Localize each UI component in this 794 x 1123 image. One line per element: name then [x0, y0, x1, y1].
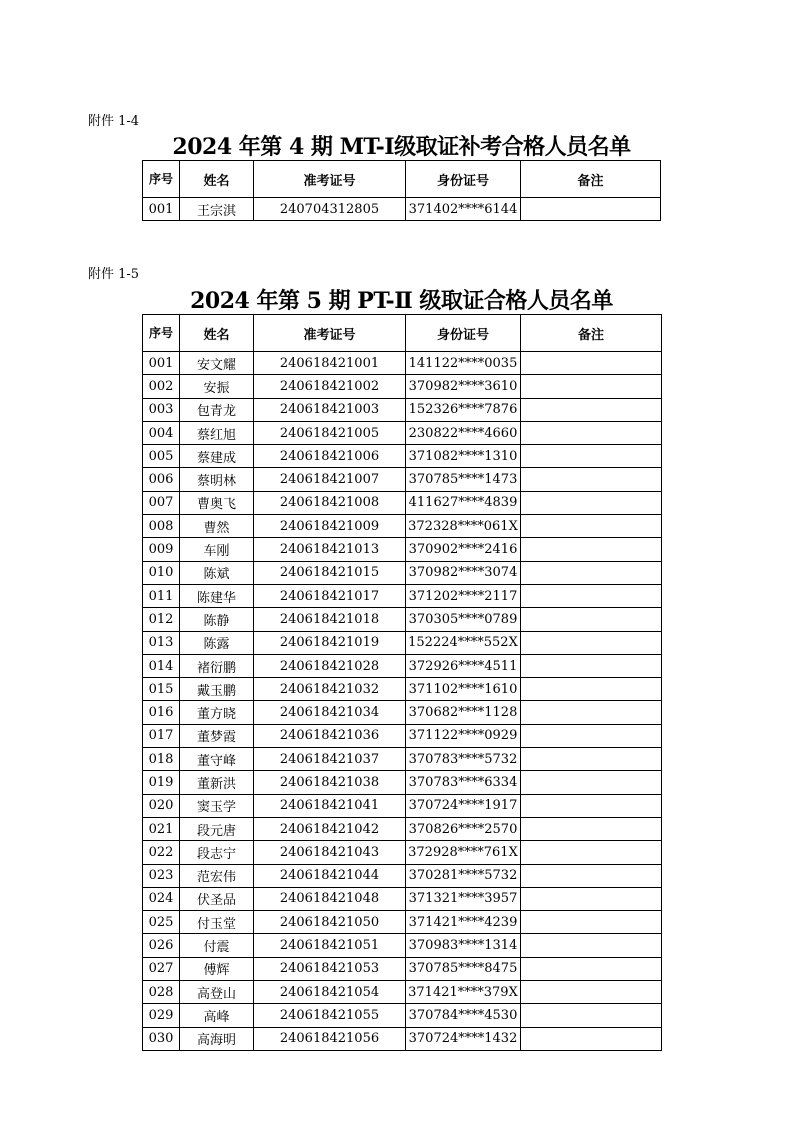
cell-name: 陈静 [180, 608, 254, 631]
cell-id-number: 371321****3957 [406, 887, 521, 910]
cell-remarks [521, 817, 662, 840]
cell-seq: 003 [143, 398, 180, 421]
cell-seq: 002 [143, 375, 180, 398]
cell-id-number: 371421****4239 [406, 911, 521, 934]
cell-name: 董新洪 [180, 771, 254, 794]
cell-exam-number: 240618421028 [254, 654, 406, 677]
cell-name: 蔡建成 [180, 445, 254, 468]
header-exam-number: 准考证号 [254, 315, 406, 352]
cell-seq: 029 [143, 1004, 180, 1027]
table-row [143, 887, 662, 910]
cell-seq: 030 [143, 1027, 180, 1050]
cell-name: 范宏伟 [180, 864, 254, 887]
cell-exam-number: 240618421044 [254, 864, 406, 887]
cell-id-number: 370982****3074 [406, 561, 521, 584]
cell-exam-number: 240704312805 [254, 198, 406, 221]
cell-remarks [521, 561, 662, 584]
cell-seq: 024 [143, 887, 180, 910]
header-name: 姓名 [180, 161, 254, 198]
cell-name: 戴玉鹏 [180, 678, 254, 701]
cell-name: 董守峰 [180, 748, 254, 771]
table-row [143, 911, 662, 934]
cell-name: 董梦霞 [180, 724, 254, 747]
table-row [143, 1027, 662, 1050]
cell-exam-number: 240618421018 [254, 608, 406, 631]
cell-remarks [521, 421, 662, 444]
table-row [143, 538, 662, 561]
cell-exam-number: 240618421032 [254, 678, 406, 701]
cell-exam-number: 240618421013 [254, 538, 406, 561]
cell-id-number: 370305****0789 [406, 608, 521, 631]
attachment-label-2: 附件 1-5 [88, 267, 140, 282]
cell-seq: 013 [143, 631, 180, 654]
cell-remarks [521, 1027, 662, 1050]
cell-seq: 016 [143, 701, 180, 724]
table-header-row [143, 315, 662, 352]
cell-id-number: 152326****7876 [406, 398, 521, 421]
cell-name: 高登山 [180, 981, 254, 1004]
table-row [143, 817, 662, 840]
cell-exam-number: 240618421053 [254, 957, 406, 980]
header-id-number: 身份证号 [406, 315, 521, 352]
cell-name: 曹奥飞 [180, 491, 254, 514]
cell-seq: 020 [143, 794, 180, 817]
cell-remarks [521, 701, 662, 724]
qualified-list-table-1 [142, 160, 661, 221]
table-row [143, 701, 662, 724]
cell-id-number: 230822****4660 [406, 421, 521, 444]
cell-name: 陈露 [180, 631, 254, 654]
cell-remarks [521, 608, 662, 631]
table-row [143, 561, 662, 584]
table-row [143, 724, 662, 747]
cell-name: 段志宁 [180, 841, 254, 864]
cell-exam-number: 240618421050 [254, 911, 406, 934]
cell-seq: 008 [143, 515, 180, 538]
cell-seq: 001 [143, 352, 180, 375]
cell-exam-number: 240618421055 [254, 1004, 406, 1027]
cell-id-number: 370724****1432 [406, 1027, 521, 1050]
cell-remarks [521, 724, 662, 747]
cell-id-number: 372928****761X [406, 841, 521, 864]
cell-name: 曹然 [180, 515, 254, 538]
table-row [143, 678, 662, 701]
cell-name: 董方晓 [180, 701, 254, 724]
cell-id-number: 370281****5732 [406, 864, 521, 887]
table-row [143, 771, 662, 794]
cell-remarks [521, 468, 662, 491]
cell-exam-number: 240618421037 [254, 748, 406, 771]
cell-seq: 015 [143, 678, 180, 701]
cell-remarks [521, 654, 662, 677]
cell-exam-number: 240618421051 [254, 934, 406, 957]
cell-name: 付震 [180, 934, 254, 957]
cell-exam-number: 240618421019 [254, 631, 406, 654]
cell-id-number: 370785****1473 [406, 468, 521, 491]
cell-exam-number: 240618421007 [254, 468, 406, 491]
table-row [143, 445, 662, 468]
cell-exam-number: 240618421034 [254, 701, 406, 724]
table-row [143, 198, 661, 221]
table-row [143, 794, 662, 817]
header-remarks: 备注 [521, 315, 662, 352]
cell-id-number: 372926****4511 [406, 654, 521, 677]
cell-seq: 026 [143, 934, 180, 957]
cell-remarks [521, 584, 662, 607]
table-row [143, 608, 662, 631]
cell-name: 高海明 [180, 1027, 254, 1050]
cell-remarks [521, 445, 662, 468]
cell-remarks [521, 887, 662, 910]
table-row [143, 398, 662, 421]
cell-id-number: 370902****2416 [406, 538, 521, 561]
table-row [143, 584, 662, 607]
cell-seq: 010 [143, 561, 180, 584]
cell-exam-number: 240618421056 [254, 1027, 406, 1050]
cell-exam-number: 240618421006 [254, 445, 406, 468]
cell-id-number: 411627****4839 [406, 491, 521, 514]
cell-name: 安文耀 [180, 352, 254, 375]
cell-seq: 005 [143, 445, 180, 468]
cell-remarks [521, 538, 662, 561]
cell-remarks [521, 375, 662, 398]
cell-name: 蔡明林 [180, 468, 254, 491]
cell-name: 车刚 [180, 538, 254, 561]
cell-name: 王宗淇 [180, 198, 254, 221]
cell-seq: 021 [143, 817, 180, 840]
cell-seq: 025 [143, 911, 180, 934]
cell-name: 蔡红旭 [180, 421, 254, 444]
table-row [143, 841, 662, 864]
cell-exam-number: 240618421041 [254, 794, 406, 817]
table-row [143, 934, 662, 957]
cell-seq: 028 [143, 981, 180, 1004]
cell-name: 段元唐 [180, 817, 254, 840]
cell-id-number: 370826****2570 [406, 817, 521, 840]
cell-exam-number: 240618421054 [254, 981, 406, 1004]
cell-id-number: 370783****5732 [406, 748, 521, 771]
table-row [143, 748, 662, 771]
cell-remarks [521, 771, 662, 794]
cell-remarks [521, 491, 662, 514]
cell-remarks [521, 794, 662, 817]
header-seq: 序号 [143, 315, 180, 352]
cell-exam-number: 240618421015 [254, 561, 406, 584]
cell-exam-number: 240618421043 [254, 841, 406, 864]
cell-remarks [521, 515, 662, 538]
cell-id-number: 371402****6144 [406, 198, 521, 221]
cell-seq: 022 [143, 841, 180, 864]
cell-id-number: 370785****8475 [406, 957, 521, 980]
cell-id-number: 370784****4530 [406, 1004, 521, 1027]
cell-seq: 006 [143, 468, 180, 491]
cell-remarks [521, 398, 662, 421]
cell-remarks [521, 934, 662, 957]
qualified-list-table-2 [142, 314, 662, 1051]
cell-exam-number: 240618421002 [254, 375, 406, 398]
table-row [143, 515, 662, 538]
cell-id-number: 370982****3610 [406, 375, 521, 398]
cell-remarks [521, 352, 662, 375]
cell-remarks [521, 841, 662, 864]
cell-seq: 001 [143, 198, 180, 221]
cell-name: 褚衍鹏 [180, 654, 254, 677]
list-title-1: 2024 年第 4 期 MT-Ⅰ级取证补考合格人员名单 [172, 134, 631, 160]
cell-seq: 012 [143, 608, 180, 631]
cell-exam-number: 240618421048 [254, 887, 406, 910]
cell-name: 伏圣品 [180, 887, 254, 910]
cell-remarks [521, 1004, 662, 1027]
cell-seq: 017 [143, 724, 180, 747]
cell-seq: 023 [143, 864, 180, 887]
table-row [143, 981, 662, 1004]
cell-remarks [521, 631, 662, 654]
cell-remarks [521, 911, 662, 934]
table-row [143, 654, 662, 677]
cell-id-number: 371122****0929 [406, 724, 521, 747]
cell-id-number: 370724****1917 [406, 794, 521, 817]
table-row [143, 491, 662, 514]
cell-seq: 011 [143, 584, 180, 607]
cell-remarks [521, 864, 662, 887]
cell-remarks [521, 981, 662, 1004]
table-row [143, 468, 662, 491]
cell-name: 陈斌 [180, 561, 254, 584]
cell-id-number: 370983****1314 [406, 934, 521, 957]
cell-id-number: 370783****6334 [406, 771, 521, 794]
cell-seq: 018 [143, 748, 180, 771]
header-seq: 序号 [143, 161, 180, 198]
cell-seq: 014 [143, 654, 180, 677]
header-remarks: 备注 [521, 161, 661, 198]
cell-name: 傅辉 [180, 957, 254, 980]
cell-name: 陈建华 [180, 584, 254, 607]
table-row [143, 1004, 662, 1027]
cell-seq: 027 [143, 957, 180, 980]
attachment-label-1: 附件 1-4 [88, 114, 140, 129]
table-row [143, 375, 662, 398]
cell-remarks [521, 678, 662, 701]
table-row [143, 864, 662, 887]
cell-id-number: 372328****061X [406, 515, 521, 538]
cell-name: 高峰 [180, 1004, 254, 1027]
cell-id-number: 371202****2117 [406, 584, 521, 607]
cell-exam-number: 240618421042 [254, 817, 406, 840]
cell-exam-number: 240618421005 [254, 421, 406, 444]
header-name: 姓名 [180, 315, 254, 352]
cell-exam-number: 240618421038 [254, 771, 406, 794]
cell-name: 付玉堂 [180, 911, 254, 934]
list-title-2: 2024 年第 5 期 PT-Ⅱ 级取证合格人员名单 [190, 288, 613, 314]
table-row [143, 421, 662, 444]
cell-exam-number: 240618421017 [254, 584, 406, 607]
table-row [143, 352, 662, 375]
header-id-number: 身份证号 [406, 161, 521, 198]
table-row [143, 957, 662, 980]
cell-id-number: 141122****0035 [406, 352, 521, 375]
cell-id-number: 371102****1610 [406, 678, 521, 701]
cell-id-number: 370682****1128 [406, 701, 521, 724]
table-header-row [143, 161, 661, 198]
cell-exam-number: 240618421009 [254, 515, 406, 538]
cell-seq: 009 [143, 538, 180, 561]
cell-remarks [521, 748, 662, 771]
cell-exam-number: 240618421003 [254, 398, 406, 421]
cell-exam-number: 240618421036 [254, 724, 406, 747]
cell-id-number: 152224****552X [406, 631, 521, 654]
cell-exam-number: 240618421001 [254, 352, 406, 375]
cell-seq: 019 [143, 771, 180, 794]
cell-name: 窦玉学 [180, 794, 254, 817]
cell-id-number: 371421****379X [406, 981, 521, 1004]
cell-remarks [521, 198, 661, 221]
header-exam-number: 准考证号 [254, 161, 406, 198]
cell-name: 包青龙 [180, 398, 254, 421]
cell-name: 安振 [180, 375, 254, 398]
cell-exam-number: 240618421008 [254, 491, 406, 514]
cell-seq: 004 [143, 421, 180, 444]
cell-remarks [521, 957, 662, 980]
cell-id-number: 371082****1310 [406, 445, 521, 468]
table-row [143, 631, 662, 654]
cell-seq: 007 [143, 491, 180, 514]
